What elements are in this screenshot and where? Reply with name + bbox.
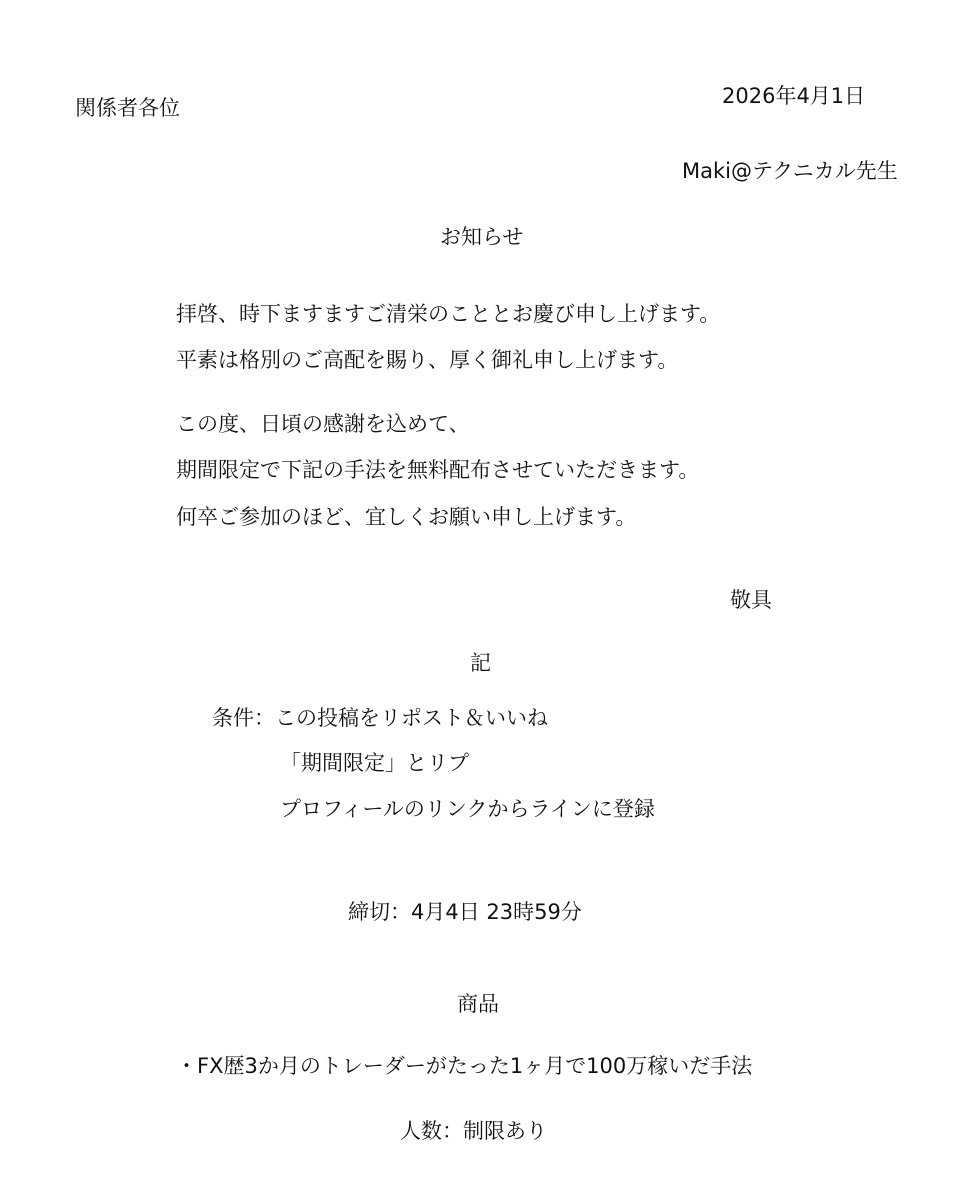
condition-line-1: 条件：この投稿をリポスト＆いいね <box>212 706 548 730</box>
notice-heading: 記 <box>470 651 491 675</box>
body-line-2: 期間限定で下記の手法を無料配布させていただきます。 <box>176 458 700 482</box>
greeting-line-2: 平素は格別のご高配を賜り、厚く御礼申し上げます。 <box>176 348 679 372</box>
document-title: お知らせ <box>440 225 524 249</box>
condition-line-2: 「期間限定」とリプ <box>280 751 469 775</box>
closing: 敬具 <box>730 588 772 612</box>
product-heading: 商品 <box>457 992 499 1016</box>
capacity: 人数：制限あり <box>400 1119 547 1143</box>
greeting-line-1: 拝啓、時下ますますご清栄のこととお慶び申し上げます。 <box>176 302 721 326</box>
body-line-3: 何卒ご参加のほど、宜しくお願い申し上げます。 <box>176 505 637 529</box>
recipient: 関係者各位 <box>75 96 180 120</box>
body-line-1: この度、日頃の感謝を込めて、 <box>176 412 470 436</box>
sender: Maki@テクニカル先生 <box>682 159 898 183</box>
deadline: 締切：4月4日 23時59分 <box>348 900 582 924</box>
product-item: ・FX歴3か月のトレーダーがたった1ヶ月で100万稼いだ手法 <box>176 1054 753 1078</box>
date: 2026年4月1日 <box>722 84 866 108</box>
condition-line-3: プロフィールのリンクからラインに登録 <box>280 797 655 821</box>
